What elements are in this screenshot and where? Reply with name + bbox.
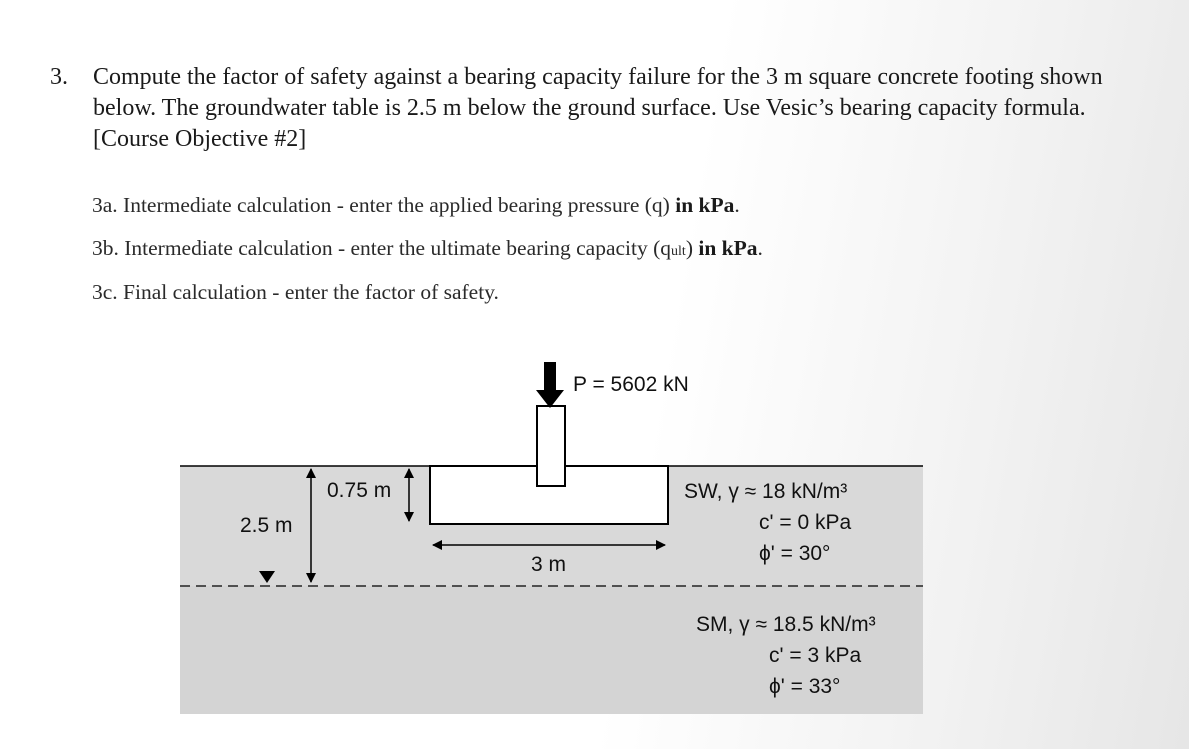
gwt-depth-label: 2.5 m — [240, 514, 293, 537]
part-3a-text: 3a. Intermediate calculation - enter the applied bearing pressure (q) — [92, 193, 676, 217]
load-label: P = 5602 kN — [573, 373, 689, 396]
problem-number: 3. — [50, 64, 68, 90]
layer1-cohesion: c' = 0 kPa — [759, 511, 852, 534]
part-3b-unit: in kPa — [698, 236, 758, 260]
footing-width-label: 3 m — [531, 553, 567, 576]
layer2-friction-angle: ϕ' = 33° — [769, 675, 841, 698]
part-3a-period: . — [734, 193, 740, 217]
part-3b-text: 3b. Intermediate calculation - enter the ultimate bearing capacity (q — [92, 236, 672, 260]
load-arrow-icon — [536, 362, 564, 408]
part-3b-subscript: ult — [671, 244, 686, 259]
part-3b-period: . — [757, 236, 763, 260]
layer2-name: SM, γ ≈ 18.5 kN/m³ — [696, 613, 876, 636]
footing-depth-label: 0.75 m — [327, 479, 392, 502]
problem-text: Compute the factor of safety against a bearing capacity failure for the 3 m square concrete footing shown below. The groundwater table is 2.5 m below the ground surface. Use Vesic’s bearing capacity formula. [Course Objective #2] — [93, 64, 1103, 152]
layer1-name: SW, γ ≈ 18 kN/m³ — [684, 480, 848, 503]
part-3b-close: ) — [685, 236, 699, 260]
layer2-cohesion: c' = 3 kPa — [769, 644, 862, 667]
part-3a-unit: in kPa — [675, 193, 735, 217]
part-3c: 3c. Final calculation - enter the factor of safety. — [92, 280, 499, 304]
layer1-friction-angle: ϕ' = 30° — [759, 542, 831, 565]
column — [537, 406, 565, 486]
